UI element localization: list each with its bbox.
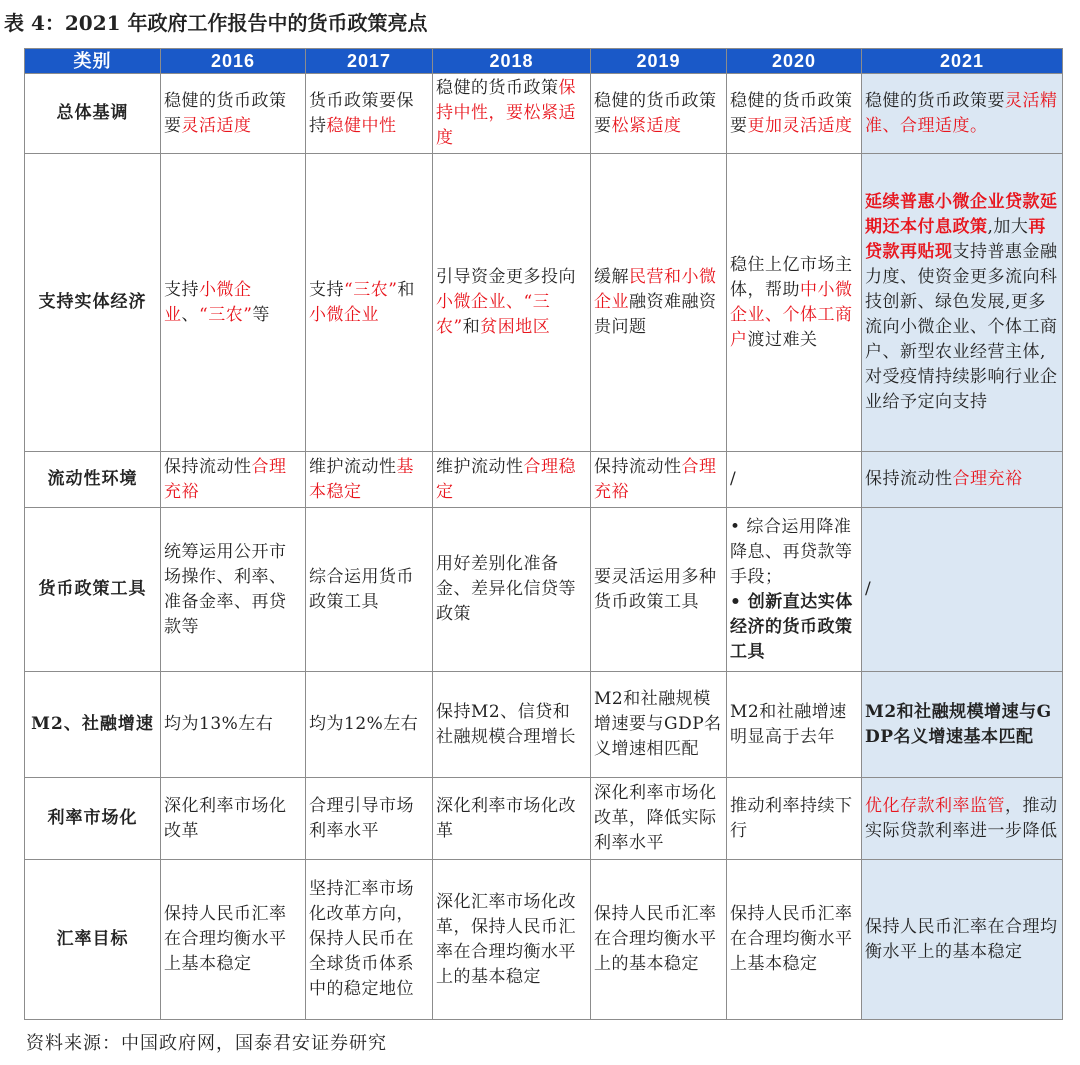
table-cell xyxy=(433,508,591,672)
cell-text: 均为13%左右 xyxy=(164,714,274,734)
cell-text: 推动利率持续下行 xyxy=(730,795,853,841)
table-cell xyxy=(727,672,862,778)
cell-text: 灵活精准、合理适度。 xyxy=(865,90,1058,136)
table-cell xyxy=(433,154,591,452)
cell-text: 深化利率市场化改革 xyxy=(164,795,287,841)
table-caption: 表 4：2021 年政府工作报告中的货币政策亮点 xyxy=(4,11,428,35)
row-header: M2、社融增速 xyxy=(25,672,161,778)
row-header: 流动性环境 xyxy=(25,452,161,508)
source-note: 资料来源：中国政府网，国泰君安证券研究 xyxy=(26,1033,387,1054)
table-cell xyxy=(433,860,591,1020)
cell-text: 基本稳定 xyxy=(309,456,414,502)
cell-text: / xyxy=(865,579,872,599)
cell-text: • 创新直达实体经济的货币政策工具 xyxy=(730,591,853,662)
row-header: 利率市场化 xyxy=(25,778,161,860)
row-header: 货币政策工具 xyxy=(25,508,161,672)
table-cell xyxy=(591,778,727,860)
cell-text: 合理引导市场利率水平 xyxy=(309,795,414,841)
header-year-2017: 2017 xyxy=(306,49,433,74)
header-year-2021: 2021 xyxy=(862,49,1063,74)
cell-text: M2和社融规模增速与GDP名义增速基本匹配 xyxy=(865,701,1052,747)
cell-text: 货币政策要保持 xyxy=(309,90,414,136)
cell-text: / xyxy=(730,469,737,489)
cell-text: ，推动实际贷款利率进一步降低 xyxy=(865,795,1058,841)
table-cell-2021 xyxy=(862,508,1063,672)
table-row xyxy=(25,508,1063,672)
cell-text: 中小微企业、个体工商户 xyxy=(730,279,853,350)
cell-text: M2和社融增速明显高于去年 xyxy=(730,701,847,747)
cell-text: 稳健的货币政策 xyxy=(436,78,559,98)
table-cell xyxy=(306,74,433,154)
table-cell xyxy=(727,74,862,154)
cell-text: 深化汇率市场化改革，保持人民币汇率在合理均衡水平上的基本稳定 xyxy=(436,891,576,987)
table-cell xyxy=(161,74,306,154)
cell-text: 小微企业 xyxy=(164,279,252,325)
cell-text: 小微企业、“三农” xyxy=(436,292,551,337)
cell-text: 稳健的货币政策要 xyxy=(865,90,1005,111)
table-cell xyxy=(161,508,306,672)
table-cell xyxy=(727,452,862,508)
table-cell-2021 xyxy=(862,672,1063,778)
cell-text: 保持人民币汇率在合理均衡水平上基本稳定 xyxy=(164,904,287,974)
table-cell xyxy=(591,74,727,154)
row-header: 支持实体经济 xyxy=(25,154,161,452)
table-cell xyxy=(433,672,591,778)
cell-text: 统筹运用公开市场操作、利率、准备金率、再贷款等 xyxy=(164,541,287,637)
table-cell xyxy=(433,778,591,860)
table-row xyxy=(25,452,1063,508)
cell-text: 合理充裕 xyxy=(952,469,1023,489)
cell-text: “三农” xyxy=(199,304,253,325)
table-cell-2021 xyxy=(862,154,1063,452)
table-cell xyxy=(591,672,727,778)
table-cell xyxy=(591,452,727,508)
cell-text: 和 xyxy=(462,317,481,337)
cell-text: 灵活适度 xyxy=(181,115,252,136)
cell-text: 深化利率市场化改革 xyxy=(436,795,576,841)
table-cell xyxy=(161,860,306,1020)
cell-text: 保持人民币汇率在合理均衡水平上的基本稳定 xyxy=(865,916,1058,962)
policy-table xyxy=(24,48,1063,1020)
cell-text: 支持 xyxy=(309,279,344,300)
table-cell-2021 xyxy=(862,860,1063,1020)
cell-text: “三农” xyxy=(344,279,398,300)
table-cell xyxy=(591,154,727,452)
table-cell-2021 xyxy=(862,74,1063,154)
cell-text: 优化存款利率监管 xyxy=(865,795,1005,816)
header-year-2019: 2019 xyxy=(591,49,727,74)
table-cell xyxy=(727,778,862,860)
cell-text: 保持流动性 xyxy=(164,456,252,477)
table-cell xyxy=(161,672,306,778)
cell-text: 保持人民币汇率在合理均衡水平上的基本稳定 xyxy=(594,904,717,974)
cell-text: 民营和小微企业 xyxy=(594,267,717,312)
header-year-2020: 2020 xyxy=(727,49,862,74)
cell-text: 引导资金更多投向 xyxy=(436,267,576,287)
table-cell xyxy=(306,508,433,672)
cell-text: 用好差别化准备金、差异化信贷等政策 xyxy=(436,554,576,624)
table-row xyxy=(25,672,1063,778)
table-cell xyxy=(727,154,862,452)
table-row xyxy=(25,74,1063,154)
table-cell xyxy=(306,778,433,860)
cell-text: 保持M2、信贷和社融规模合理增长 xyxy=(436,701,576,747)
cell-text: 保持流动性 xyxy=(594,456,682,477)
header-year-2018: 2018 xyxy=(433,49,591,74)
cell-text: 支持普惠金融力度、使资金更多流向科技创新、绿色发展,更多流向小微企业、个体工商户、新型农业经营主体,对受疫情持续影响行业企业给予定向支持 xyxy=(865,242,1058,412)
table-cell-2021 xyxy=(862,452,1063,508)
table-body xyxy=(25,74,1063,1020)
table-cell xyxy=(306,672,433,778)
cell-text: 合理稳定 xyxy=(436,456,576,502)
table-cell xyxy=(306,860,433,1020)
table-cell xyxy=(727,860,862,1020)
cell-text: 坚持汇率市场化改革方向，保持人民币在全球货币体系中的稳定地位 xyxy=(309,879,414,999)
cell-text: • 综合运用降准降息、再贷款等手段； xyxy=(730,516,853,587)
cell-text: 维护流动性 xyxy=(436,456,524,477)
table-cell xyxy=(591,860,727,1020)
header-category: 类别 xyxy=(25,49,161,74)
table-cell xyxy=(306,154,433,452)
cell-text: 合理充裕 xyxy=(594,456,717,502)
cell-text: 松紧适度 xyxy=(611,115,682,136)
cell-text: 融资难融资贵问题 xyxy=(594,292,717,337)
cell-text: 要灵活运用多种货币政策工具 xyxy=(594,566,717,612)
cell-text: 合理充裕 xyxy=(164,456,287,502)
cell-text: 等 xyxy=(252,304,270,325)
table-row xyxy=(25,860,1063,1020)
cell-text: 综合运用货币政策工具 xyxy=(309,566,414,612)
table-cell xyxy=(433,74,591,154)
cell-text: ,加大 xyxy=(987,217,1029,237)
table-cell xyxy=(591,508,727,672)
cell-text: 稳住上亿市场主体，帮助 xyxy=(730,254,853,300)
cell-text: 渡过难关 xyxy=(747,329,818,350)
table-cell xyxy=(161,452,306,508)
cell-text: 缓解 xyxy=(594,267,629,287)
cell-text: 稳健中性 xyxy=(326,115,397,136)
header-row xyxy=(25,49,1063,74)
cell-text: 保持人民币汇率在合理均衡水平上基本稳定 xyxy=(730,904,853,974)
cell-text: 稳健的货币政策要 xyxy=(164,90,287,136)
table-cell xyxy=(161,778,306,860)
cell-text: 稳健的货币政策要 xyxy=(730,90,853,136)
cell-text: 更加灵活适度 xyxy=(747,115,853,136)
cell-text: 延续普惠小微企业贷款延期还本付息政策 xyxy=(865,192,1058,237)
table-row xyxy=(25,154,1063,452)
row-header: 汇率目标 xyxy=(25,860,161,1020)
table-cell xyxy=(306,452,433,508)
cell-text: 、 xyxy=(181,304,199,325)
cell-text: 保持流动性 xyxy=(865,469,953,489)
cell-text: 支持 xyxy=(164,279,199,300)
table-row xyxy=(25,778,1063,860)
table-cell xyxy=(727,508,862,672)
cell-text: 小微企业 xyxy=(309,304,379,325)
table-cell-2021 xyxy=(862,778,1063,860)
cell-text: 稳健的货币政策要 xyxy=(594,90,717,136)
cell-text: 均为12%左右 xyxy=(309,714,419,734)
cell-text: 深化利率市场化改革，降低实际利率水平 xyxy=(594,783,717,853)
cell-text: 维护流动性 xyxy=(309,456,397,477)
cell-text: M2和社融规模增速要与GDP名义增速相匹配 xyxy=(594,689,722,759)
cell-text: 和 xyxy=(397,279,415,300)
cell-text: 保持中性，要松紧适度 xyxy=(436,78,576,148)
table-cell xyxy=(161,154,306,452)
cell-text: 再贷款再贴现 xyxy=(865,217,1046,262)
row-header: 总体基调 xyxy=(25,74,161,154)
table-cell xyxy=(433,452,591,508)
cell-text: 贫困地区 xyxy=(480,317,551,337)
header-year-2016: 2016 xyxy=(161,49,306,74)
